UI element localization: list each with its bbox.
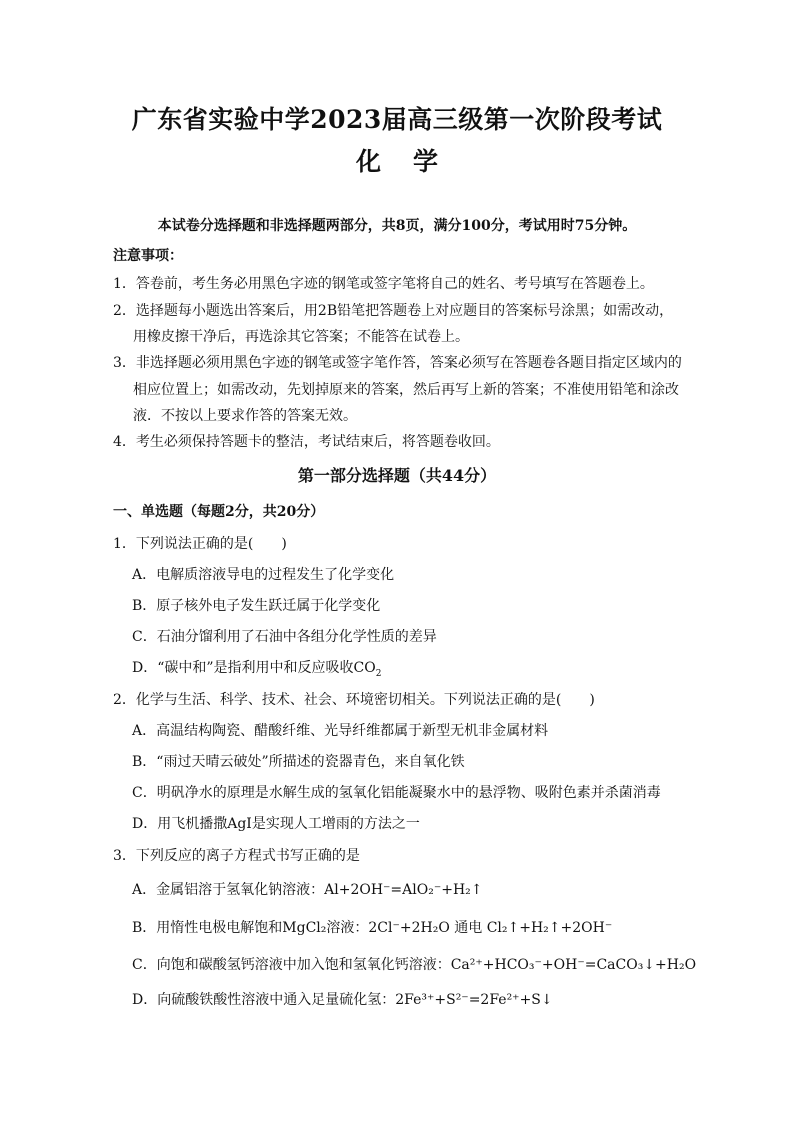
question-2-option-c: C．明矾净水的原理是水解生成的氢氧化铝能凝聚水中的悬浮物、吸附色素并杀菌消毒 bbox=[132, 785, 661, 801]
option-prefix: D．向硫酸铁酸性溶液中通入足量硫化氢： bbox=[132, 992, 396, 1008]
subject-char-1: 化 bbox=[355, 147, 381, 176]
notice-item-1 bbox=[113, 274, 654, 294]
exam-title: 广东省实验中学2023届高三级第一次阶段考试 bbox=[131, 105, 663, 134]
notice-item-2-cont: 用橡皮擦干净后，再选涂其它答案；不能答在试卷上。 bbox=[133, 329, 469, 345]
question-1-option-d bbox=[132, 658, 381, 678]
question-2-stem: 2．化学与生活、科学、技术、社会、环境密切相关。下列说法正确的是( ) bbox=[113, 692, 595, 708]
part1-heading: 第一部分选择题（共44分） bbox=[297, 466, 497, 485]
question-2-option-a: A．高温结构陶瓷、醋酸纤维、光导纤维都属于新型无机非金属材料 bbox=[132, 723, 549, 739]
equation: Al+2OH⁻=AlO₂⁻+H₂↑ bbox=[324, 882, 483, 898]
equation: 2Fe³⁺+S²⁻=2Fe²⁺+S↓ bbox=[395, 992, 553, 1008]
notice-item-3-cont: 相应位置上；如需改动，先划掉原来的答案，然后再写上新的答案；不准使用铅笔和涂改 bbox=[133, 382, 679, 398]
subject-title bbox=[0, 142, 794, 178]
question-3-option-c bbox=[132, 955, 696, 975]
exam-intro: 本试卷分选择题和非选择题两部分，共8页，满分100分，考试用时75分钟。 bbox=[157, 218, 637, 234]
section1-heading: 一、单选题（每题2分，共20分） bbox=[113, 504, 325, 520]
notice-num: 1． bbox=[113, 276, 136, 292]
option-prefix: A．金属铝溶于氢氧化钠溶液： bbox=[132, 882, 325, 898]
notice-num: 3． bbox=[113, 355, 136, 371]
question-3-option-d bbox=[132, 990, 553, 1010]
option-text: D．“碳中和”是指利用中和反应吸收CO bbox=[132, 660, 376, 676]
question-3-option-b bbox=[132, 918, 612, 938]
notice-num: 4． bbox=[113, 434, 136, 450]
question-3-stem: 3．下列反应的离子方程式书写正确的是 bbox=[113, 848, 360, 864]
notice-heading: 注意事项： bbox=[113, 248, 183, 264]
notice-item-4 bbox=[113, 432, 500, 452]
notice-item-3 bbox=[113, 353, 682, 373]
subscript: 2 bbox=[375, 668, 382, 679]
option-prefix: B．用惰性电极电解饱和MgCl₂溶液： bbox=[132, 920, 369, 936]
notice-item-2 bbox=[113, 301, 673, 321]
question-1-option-a: A．电解质溶液导电的过程发生了化学变化 bbox=[132, 567, 395, 583]
notice-text: 答卷前，考生务必用黑色字迹的钢笔或签字笔将自己的姓名、考号填写在答题卷上。 bbox=[135, 276, 654, 292]
notice-text: 非选择题必须用黑色字迹的钢笔或签字笔作答，答案必须写在答题卷各题目指定区域内的 bbox=[135, 355, 682, 371]
option-prefix: C．向饱和碳酸氢钙溶液中加入饱和氢氧化钙溶液： bbox=[132, 957, 451, 973]
question-2-option-b: B．“雨过天晴云破处”所描述的瓷器青色，来自氧化铁 bbox=[132, 754, 465, 770]
question-1-stem: 1．下列说法正确的是( ) bbox=[113, 536, 287, 552]
notice-item-3-cont: 液．不按以上要求作答的答案无效。 bbox=[133, 408, 357, 424]
equation: 2Cl⁻+2H₂O 通电 Cl₂↑+H₂↑+2OH⁻ bbox=[368, 920, 613, 936]
question-2-option-d: D．用飞机播撒AgI是实现人工增雨的方法之一 bbox=[132, 816, 420, 832]
question-1-option-b: B．原子核外电子发生跃迁属于化学变化 bbox=[132, 598, 381, 614]
notice-text: 选择题每小题选出答案后，用2B铅笔把答题卷上对应题目的答案标号涂黑；如需改动， bbox=[135, 303, 674, 319]
question-3-option-a bbox=[132, 880, 483, 900]
notice-num: 2． bbox=[113, 303, 136, 319]
notice-text: 考生必须保持答题卡的整洁，考试结束后，将答题卷收回。 bbox=[135, 434, 500, 450]
subject-char-2: 学 bbox=[413, 147, 439, 176]
equation: Ca²⁺+HCO₃⁻+OH⁻=CaCO₃↓+H₂O bbox=[450, 957, 697, 973]
question-1-option-c: C．石油分馏利用了石油中各组分化学性质的差异 bbox=[132, 629, 437, 645]
